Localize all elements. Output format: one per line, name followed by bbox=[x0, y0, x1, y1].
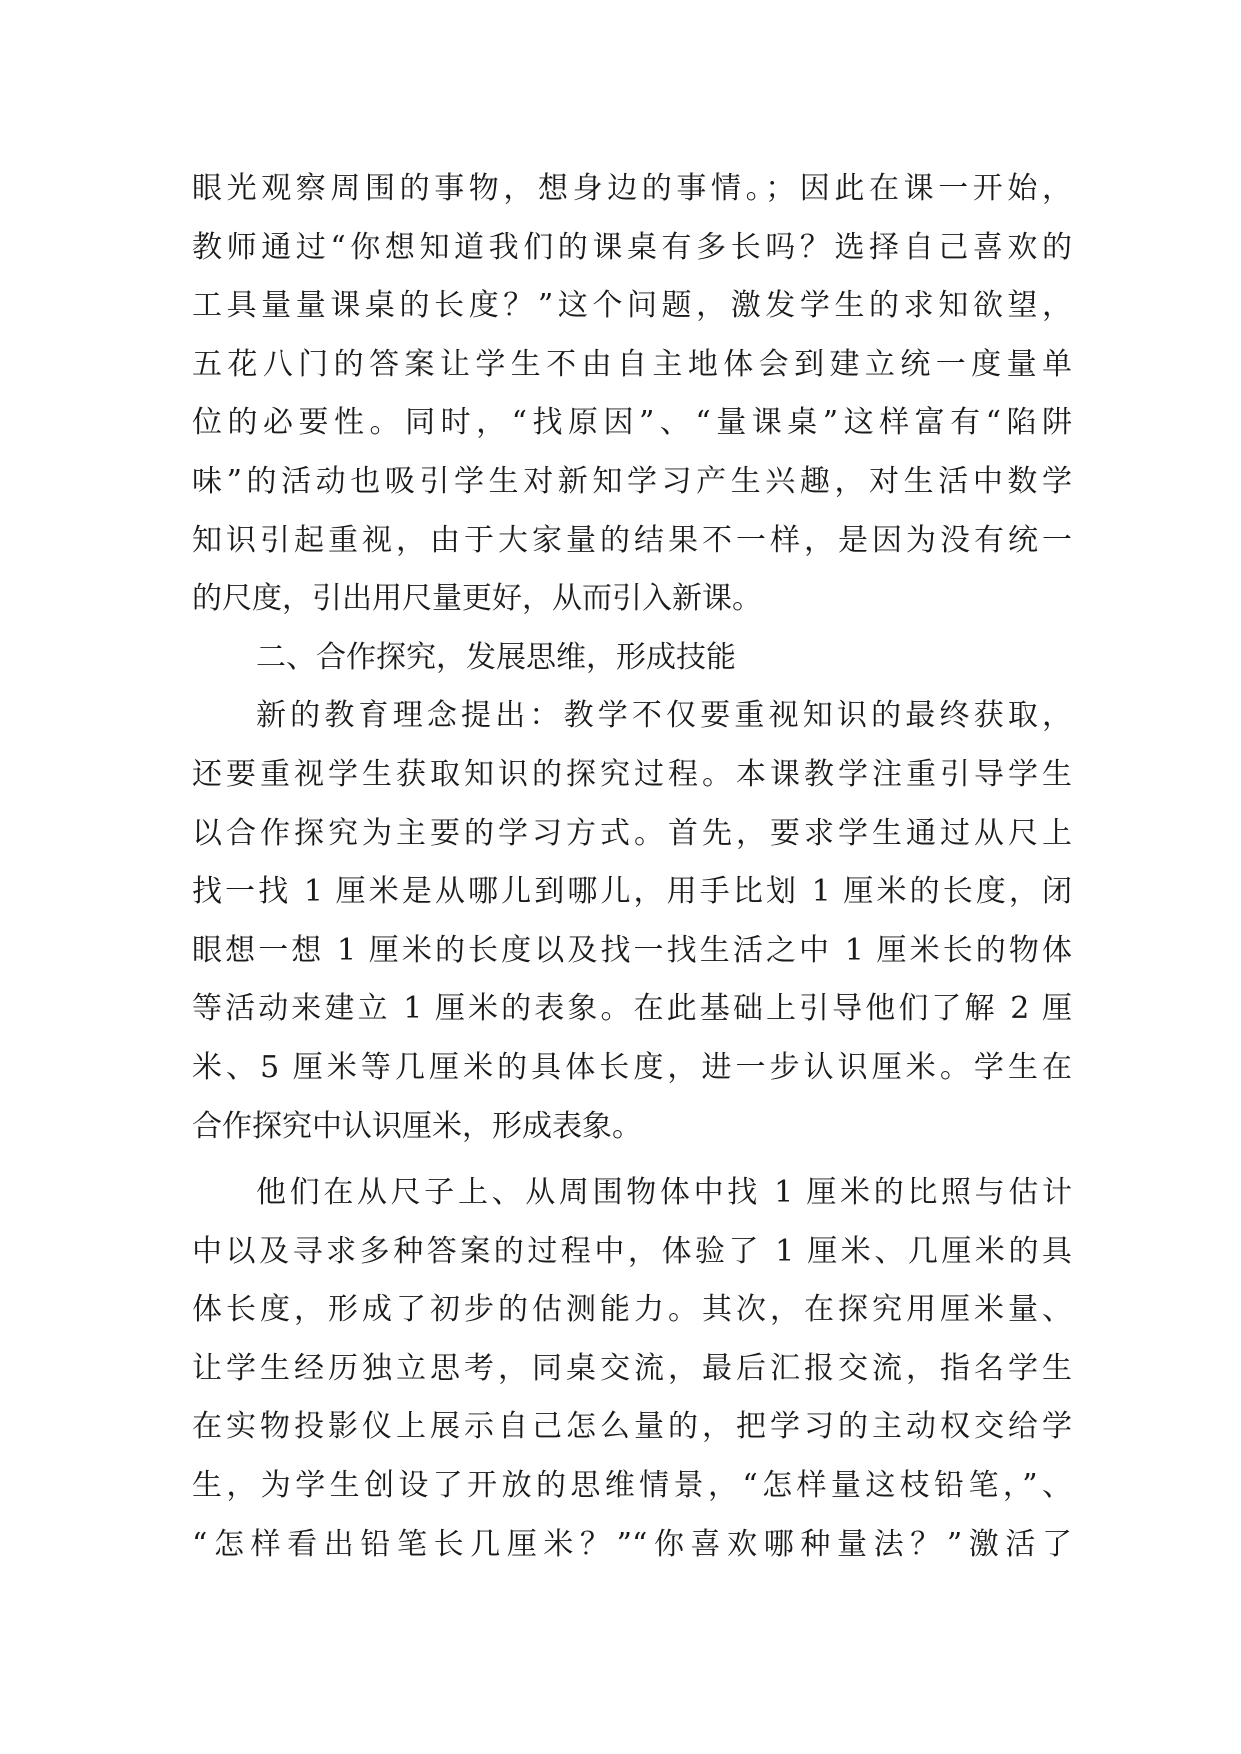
text-line: 中以及寻求多种答案的过程中，体验了 1 厘米、几厘米的具 bbox=[192, 1233, 1072, 1269]
text-line: 位的必要性。同时，“找原因”、“量课桌”这样富有“陷阱 bbox=[192, 405, 1072, 441]
body-text bbox=[192, 160, 1072, 1574]
text-line: 五花八门的答案让学生不由自主地体会到建立统一度量单 bbox=[192, 346, 1072, 382]
text-line: 的尺度，引出用尺量更好，从而引入新课。 bbox=[192, 581, 762, 617]
text-line: 眼光观察周围的事物，想身边的事情。；因此在课一开始， bbox=[192, 171, 1072, 206]
text-line: 让学生经历独立思考，同桌交流，最后汇报交流，指名学生 bbox=[192, 1350, 1072, 1386]
text-line: 味”的活动也吸引学生对新知学习产生兴趣，对生活中数学 bbox=[192, 463, 1072, 499]
text-line: 教师通过“你想知道我们的课桌有多长吗？选择自己喜欢的 bbox=[192, 229, 1072, 265]
text-line: 米、5 厘米等几厘米的具体长度，进一步认识厘米。学生在 bbox=[192, 1049, 1072, 1085]
text-line: 以合作探究为主要的学习方式。首先，要求学生通过从尺上 bbox=[192, 815, 1072, 851]
text-line: 合作探究中认识厘米，形成表象。 bbox=[192, 1108, 642, 1144]
text-line: 生，为学生创设了开放的思维情景，“怎样量这枝铅笔，”、 bbox=[192, 1468, 1072, 1504]
text-line: 工具量量课桌的长度？”这个问题，激发学生的求知欲望， bbox=[192, 288, 1072, 324]
text-line: 眼想一想 1 厘米的长度以及找一找生活之中 1 厘米长的物体 bbox=[192, 932, 1072, 968]
text-line: 还要重视学生获取知识的探究过程。本课教学注重引导学生 bbox=[192, 756, 1072, 792]
text-line: 在实物投影仪上展示自己怎么量的，把学习的主动权交给学 bbox=[192, 1409, 1072, 1445]
text-line: 知识引起重视，由于大家量的结果不一样，是因为没有统一 bbox=[192, 522, 1072, 558]
section-heading: 二、合作探究，发展思维，形成技能 bbox=[256, 639, 736, 675]
text-line: 他们在从尺子上、从周围物体中找 1 厘米的比照与估计 bbox=[256, 1175, 1072, 1211]
text-line: “怎样看出铅笔长几厘米？”“你喜欢哪种量法？”激活了 bbox=[192, 1526, 1072, 1562]
text-line: 找一找 1 厘米是从哪儿到哪儿，用手比划 1 厘米的长度，闭 bbox=[192, 874, 1072, 910]
text-line: 体长度，形成了初步的估测能力。其次，在探究用厘米量、 bbox=[192, 1292, 1072, 1328]
text-line: 等活动来建立 1 厘米的表象。在此基础上引导他们了解 2 厘 bbox=[192, 991, 1072, 1027]
text-line: 新的教育理念提出：教学不仅要重视知识的最终获取， bbox=[256, 698, 1072, 734]
